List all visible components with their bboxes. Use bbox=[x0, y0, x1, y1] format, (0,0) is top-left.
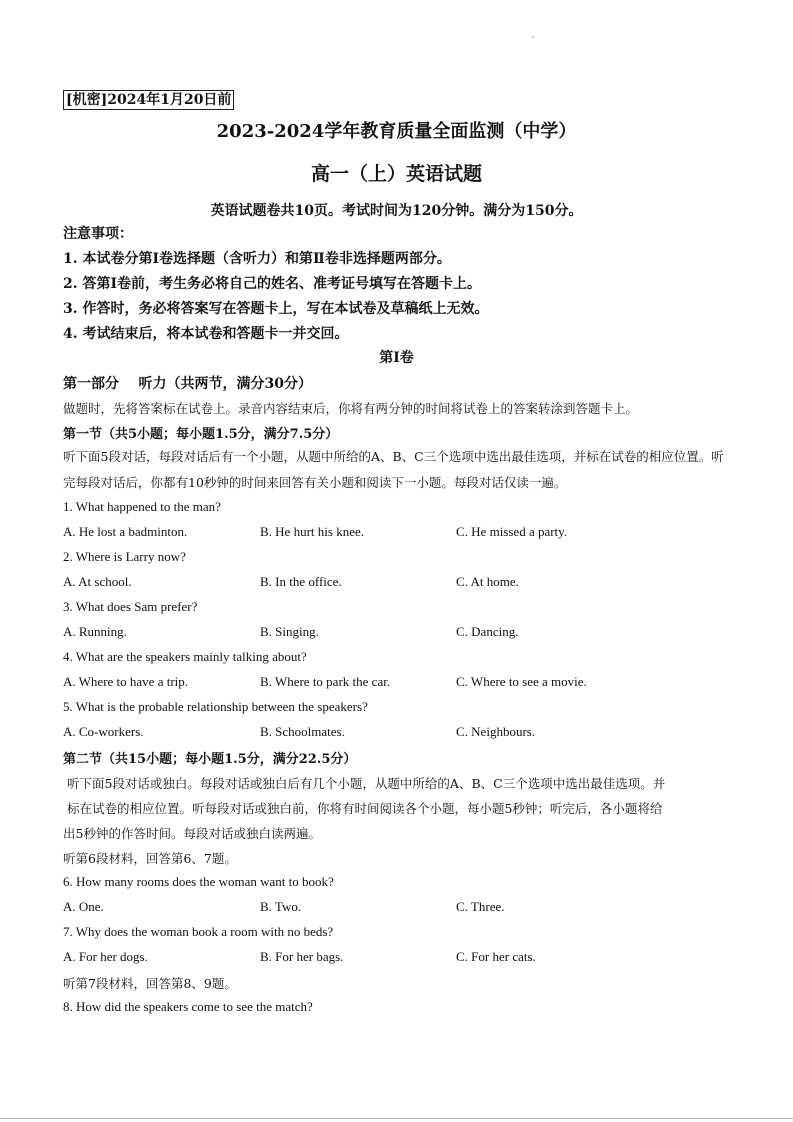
note-item: 2. 答第Ⅰ卷前，考生务必将自己的姓名、准考证号填写在答题卡上。 bbox=[63, 276, 482, 292]
option-c: C. Where to see a movie. bbox=[456, 674, 587, 689]
option-c: C. At home. bbox=[456, 574, 519, 589]
option-a: A. Running. bbox=[63, 624, 127, 639]
question: 1. What happened to the man? bbox=[63, 499, 221, 514]
option-b: B. Singing. bbox=[260, 624, 319, 639]
question: 7. Why does the woman book a room with no beds? bbox=[63, 924, 334, 939]
confidential-stamp: [机密]2024年1月20日前 bbox=[63, 90, 234, 110]
option-b: B. He hurt his knee. bbox=[260, 524, 364, 539]
section2-heading: 第二节（共15小题；每小题1.5分，满分22.5分） bbox=[63, 752, 357, 767]
question: 5. What is the probable relationship between the speakers? bbox=[63, 699, 368, 714]
option-b: B. In the office. bbox=[260, 574, 342, 589]
option-a: A. At school. bbox=[63, 574, 132, 589]
section2-instruction: 听下面5段对话或独白。每段对话或独白后有几个小题，从题中所给的A、B、C三个选项中选出最佳选项。并 bbox=[63, 776, 666, 791]
section1-heading: 第一节（共5小题；每小题1.5分，满分7.5分） bbox=[63, 427, 339, 442]
option-c: C. Three. bbox=[456, 899, 505, 914]
option-b: B. Schoolmates. bbox=[260, 724, 345, 739]
section2-instruction: 标在试卷的相应位置。听每段对话或独白前，你将有时间阅读各个小题，每小题5秒钟；听完后，各小题将给 bbox=[63, 801, 663, 816]
option-a: A. Where to have a trip. bbox=[63, 674, 189, 689]
note-item: 4. 考试结束后，将本试卷和答题卡一并交回。 bbox=[63, 326, 349, 342]
page-bottom-rule bbox=[0, 1118, 793, 1119]
option-a: A. One. bbox=[63, 899, 104, 914]
question: 3. What does Sam prefer? bbox=[63, 599, 198, 614]
notes-heading: 注意事项： bbox=[63, 226, 133, 242]
material-note: 听第7段材料，回答第8、9题。 bbox=[63, 976, 237, 991]
question: 2. Where is Larry now? bbox=[63, 549, 186, 564]
note-item: 1. 本试卷分第Ⅰ卷选择题（含听力）和第Ⅱ卷非选择题两部分。 bbox=[63, 251, 451, 267]
option-c: C. For her cats. bbox=[456, 949, 536, 964]
volume-heading: 第Ⅰ卷 bbox=[379, 350, 414, 366]
note-item: 3. 作答时，务必将答案写在答题卡上，写在本试卷及草稿纸上无效。 bbox=[63, 301, 489, 317]
question: 6. How many rooms does the woman want to book? bbox=[63, 874, 334, 889]
option-b: B. Where to park the car. bbox=[260, 674, 391, 689]
option-c: C. Neighbours. bbox=[456, 724, 536, 739]
question: 4. What are the speakers mainly talking about? bbox=[63, 649, 307, 664]
question: 8. How did the speakers come to see the match? bbox=[63, 999, 313, 1014]
option-a: A. He lost a badminton. bbox=[63, 524, 188, 539]
scan-dot bbox=[532, 36, 534, 38]
option-c: C. Dancing. bbox=[456, 624, 519, 639]
material-note: 听第6段材料，回答第6、7题。 bbox=[63, 851, 237, 866]
exam-title: 2023-2024学年教育质量全面监测（中学） bbox=[216, 121, 577, 142]
option-b: B. Two. bbox=[260, 899, 302, 914]
section1-instruction: 听下面5段对话，每段对话后有一个小题，从题中所给的A、B、C三个选项中选出最佳选项，并标在试卷的相应位置。听完每段对话后，你都有10秒钟的时间来回答有关小题和阅读下一小题。每段对话仅读一遍。 bbox=[63, 449, 724, 490]
section2-instruction: 出5秒钟的作答时间。每段对话或独白读两遍。 bbox=[63, 826, 321, 841]
exam-subtitle: 高一（上）英语试题 bbox=[310, 163, 482, 185]
option-b: B. For her bags. bbox=[260, 949, 344, 964]
option-a: A. Co-workers. bbox=[63, 724, 144, 739]
option-a: A. For her dogs. bbox=[63, 949, 148, 964]
option-c: C. He missed a party. bbox=[456, 524, 568, 539]
part1-heading: 第一部分 听力（共两节，满分30分） bbox=[63, 376, 312, 392]
exam-info: 英语试题卷共10页。考试时间为120分钟。满分为150分。 bbox=[210, 203, 583, 219]
part1-instruction: 做题时，先将答案标在试卷上。录音内容结束后，你将有两分钟的时间将试卷上的答案转涂到答题卡上。 bbox=[63, 401, 639, 416]
